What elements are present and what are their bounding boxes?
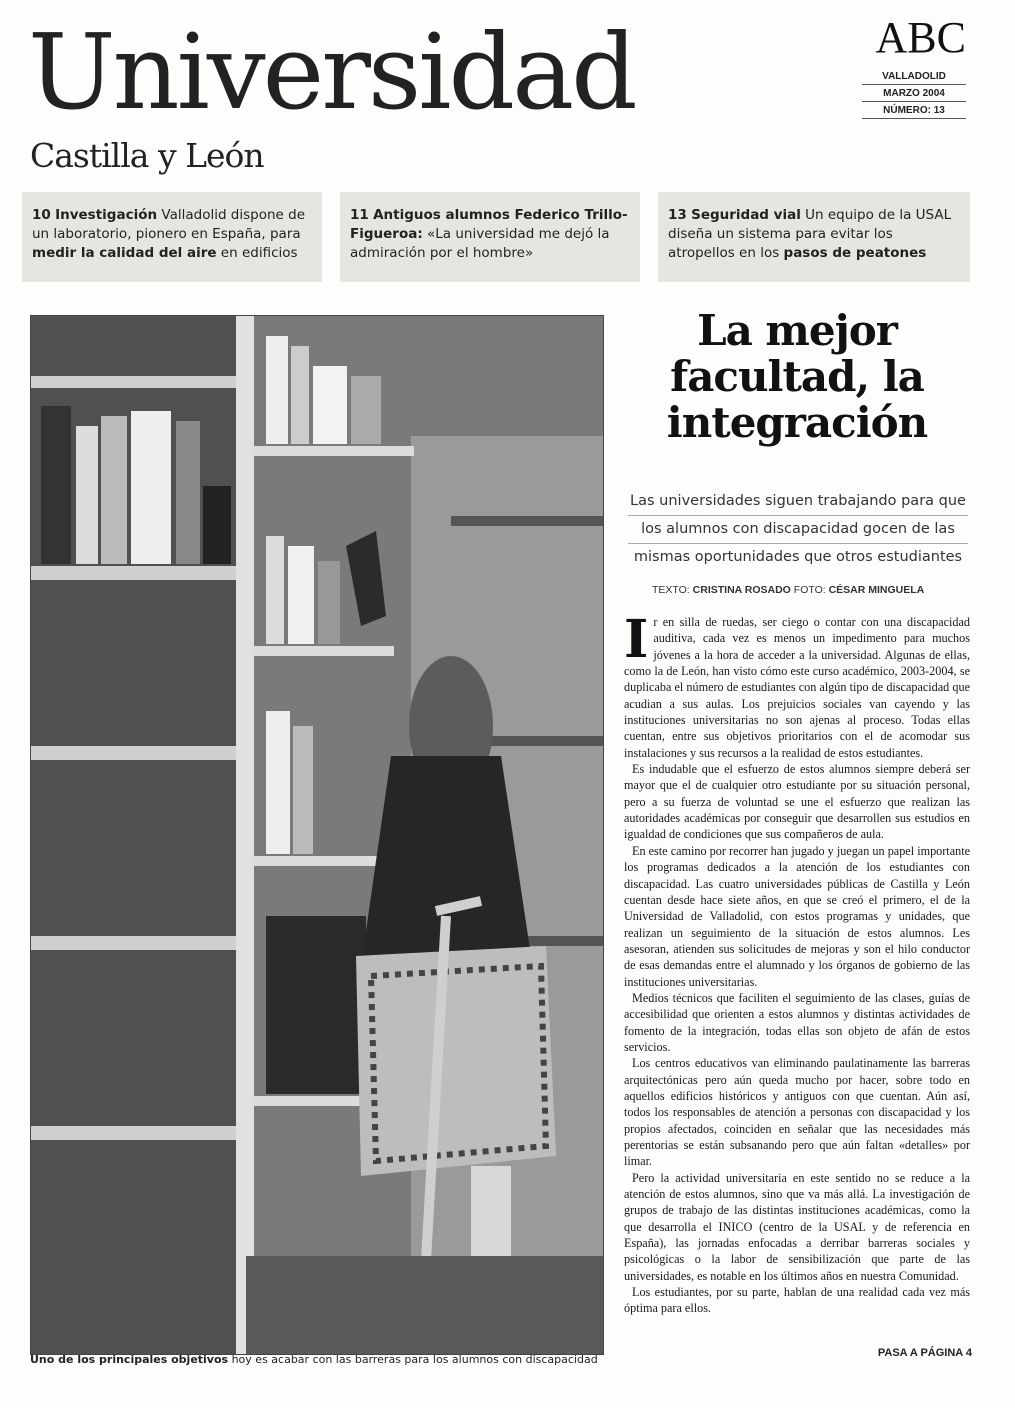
- article-paragraph: Pero la actividad universitaria en este sentido no se reduce a la atención de estos alumnos, sino que va más allá. La investigación de grupos de trabajo de las distintas instituciones académicas, como la que desarrolla el INICO (centro de la USAL y de referencia en España), las jornadas enfocadas a derribar barreras sociales y psicológicas o la labor de sensibilización que parte de las universidades, es notable en los últimos años en nuestra Comunidad.: [624, 1170, 970, 1283]
- teaser-emphasis: pasos de peatones: [783, 245, 927, 261]
- abc-logo: ABC: [875, 13, 966, 62]
- article-subhead: [628, 488, 968, 571]
- headline-line: La mejor: [697, 306, 897, 355]
- teaser-emphasis: medir la calidad del aire: [32, 245, 217, 261]
- article-paragraph: Es indudable que el esfuerzo de estos alumnos siempre deberá ser mayor que el de cualquier otro estudiante por su situación personal, pero a su fuerza de voluntad se une el esfuerzo que realizan las autoridades académicas por conseguir que desarrollen sus estudios en igualdad de condiciones que sus compañeros de aula.: [624, 762, 970, 842]
- publisher-box: [862, 13, 966, 119]
- subhead-line: Las universidades siguen trabajando para que: [628, 488, 968, 516]
- drop-cap: I: [624, 609, 649, 670]
- teaser-section: Seguridad vial: [691, 207, 801, 223]
- article-paragraph: En este camino por recorrer han jugado y juegan un papel importante los programas dedicados a la atención de los estudiantes con discapacidad. Las cuatro universidades públicas de Castilla y León cuentan desde hace siete años, en que se creó el primero, el de la Universidad de Valladolid, con estos programas y unidades, que realizan un seguimiento de la situación de estos alumnos. Les asesoran, atienden sus solicitudes de mejoras y son el hilo conductor de esas demandas entre el alumnado y los órganos de gobierno de las instituciones universitarias.: [624, 843, 970, 989]
- subhead-line: los alumnos con discapacidad gocen de las: [628, 516, 968, 544]
- publisher-issue: NÚMERO: 13: [862, 102, 966, 119]
- article-body: [624, 609, 970, 1317]
- credit-photo-author: CÉSAR MINGUELA: [828, 584, 925, 596]
- caption-lead: Uno de los principales objetivos: [30, 1353, 229, 1366]
- teaser-text: Valladolid dispone de un laboratorio, pionero en España, para: [32, 207, 306, 242]
- masthead-title: Universidad: [28, 11, 635, 133]
- headline-line: integración: [666, 398, 928, 447]
- caption-text: hoy es acabar con las barreras para los alumnos con discapacidad: [228, 1353, 598, 1366]
- article-paragraph: Medios técnicos que faciliten el seguimiento de las clases, guías de accesibilidad que orienten a estos alumnos y distintas actividades de fomento de la integración, todas ellas son objeto de afán de estos servicios.: [624, 990, 970, 1054]
- article-paragraph: Los estudiantes, por su parte, hablan de una realidad cada vez más óptima para ellos.: [624, 1285, 970, 1316]
- headline-line: facultad, la: [670, 352, 924, 401]
- teaser-page-number: 11: [350, 207, 369, 223]
- teaser-text: «La universidad me dejó la admiración por el hombre»: [350, 226, 610, 261]
- teaser-section: Investigación: [55, 207, 158, 223]
- teaser-page-number: 13: [668, 207, 687, 223]
- publisher-date: MARZO 2004: [862, 85, 966, 102]
- credit-photo-label: FOTO:: [793, 584, 829, 596]
- article-headline: [622, 308, 972, 446]
- photo-illustration: [31, 316, 603, 1354]
- teaser-page-number: 10: [32, 207, 51, 223]
- photo-caption: [30, 1353, 610, 1366]
- teaser-antiguos-alumnos[interactable]: [340, 192, 640, 282]
- teaser-seguridad-vial[interactable]: [658, 192, 970, 282]
- article-paragraph: Ir en silla de ruedas, ser ciego o contar con una discapacidad auditiva, cada vez es menos un impedimento para muchos jóvenes a la hora de acceder a la universidad. Algunas de ellas, como la de León, han visto cómo este curso académico, 2003-2004, se duplicaba el número de estudiantes con algún tipo de discapacidad que acudian a sus aulas. Los prejuicios sociales van cayendo y las instituciones universitarias no son ajenas al proceso. Todas ellas cuentan, entre sus objetivos prioritarios con el de acomodar sus instalaciones y sus recursos a la realidad de estos estudiantes.: [624, 609, 970, 760]
- credit-text-author: CRISTINA ROSADO: [692, 584, 791, 596]
- article-paragraph: Los centros educativos van eliminando paulatinamente las barreras arquitectónicas pero aún queda mucho por hacer, sobre todo en aquellos edificios históricos y antiguos con que cuentan. Aún así, todos los responsables de atención a personas con discapacidad y los propios afectados, coinciden en señalar que las necesidades más perentorias se están subsanando pero que aún faltan «detalles» por limar.: [624, 1056, 970, 1169]
- publisher-city: VALLADOLID: [862, 68, 966, 85]
- subhead-line: mismas oportunidades que otros estudiantes: [633, 549, 963, 565]
- masthead-region: Castilla y León: [30, 136, 264, 175]
- credit-text-label: TEXTO:: [652, 584, 693, 596]
- teaser-text: Un equipo de la USAL diseña un sistema para evitar los atropellos en los: [668, 207, 952, 261]
- continue-link[interactable]: PASA A PÁGINA 4: [877, 1347, 972, 1359]
- teaser-text-end: en edificios: [216, 245, 298, 261]
- teaser-investigacion[interactable]: [22, 192, 322, 282]
- article-credits: [652, 584, 972, 596]
- article-photo: [30, 315, 604, 1355]
- teaser-section: Antiguos alumnos Federico Trillo-Figueroa:: [350, 207, 628, 242]
